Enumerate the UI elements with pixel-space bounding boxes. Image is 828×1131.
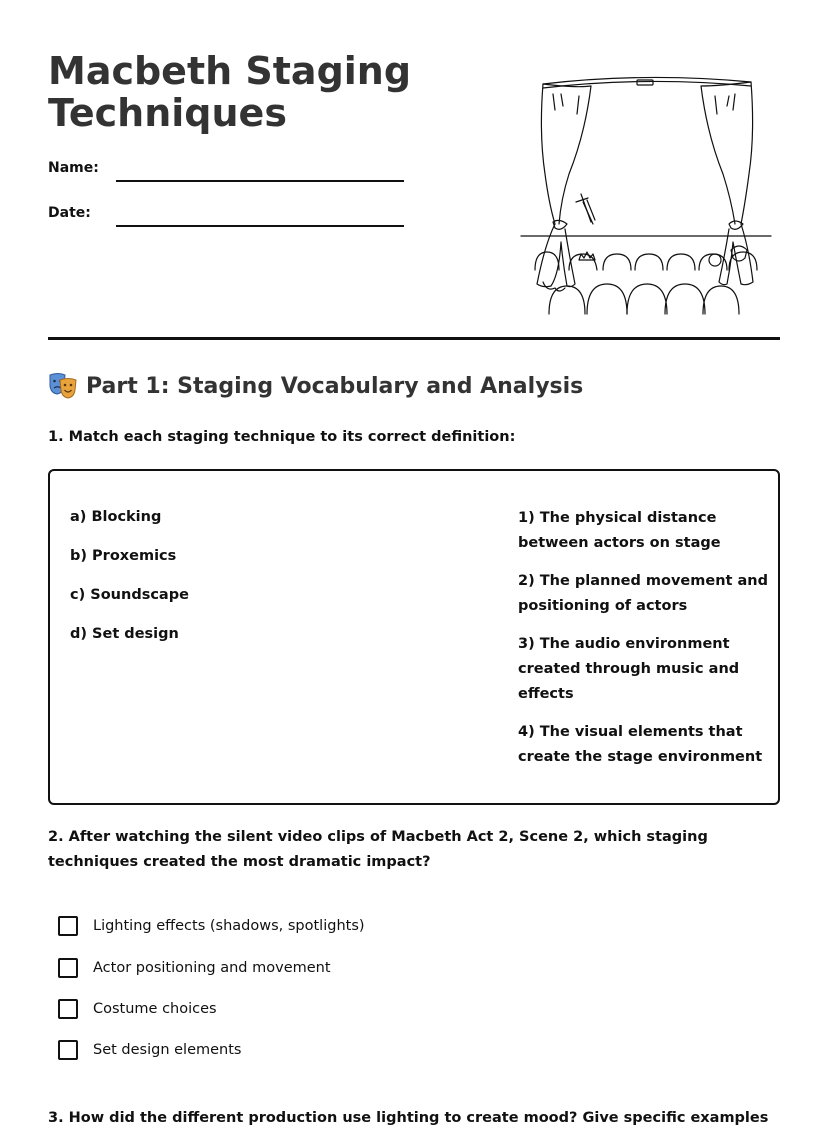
definition-4: 4) The visual elements that create the stage environment — [518, 724, 763, 765]
definition-3: 3) The audio environment created through music and effects — [518, 636, 740, 702]
checkbox-set-design[interactable] — [58, 1040, 78, 1060]
name-label: Name: — [48, 160, 99, 176]
option-set-design-label: Set design elements — [93, 1042, 242, 1058]
term-blocking: a) Blocking — [70, 509, 162, 525]
date-input-line[interactable] — [116, 225, 404, 227]
title-line-2: Techniques — [48, 91, 287, 135]
checkbox-lighting[interactable] — [58, 916, 78, 936]
option-costume-label: Costume choices — [93, 1001, 217, 1017]
option-lighting-label: Lighting effects (shadows, spotlights) — [93, 918, 365, 934]
definition-1: 1) The physical distance between actors on stage — [518, 510, 721, 551]
question-1-prompt: 1. Match each staging technique to its correct definition: — [48, 429, 516, 445]
option-positioning[interactable] — [58, 958, 331, 978]
checkbox-costume[interactable] — [58, 999, 78, 1019]
title-line-1: Macbeth Staging — [48, 49, 412, 93]
option-costume[interactable] — [58, 999, 217, 1019]
checkbox-positioning[interactable] — [58, 958, 78, 978]
part1-title: Part 1: Staging Vocabulary and Analysis — [86, 373, 584, 399]
term-set-design: d) Set design — [70, 626, 179, 642]
definition-2: 2) The planned movement and positioning of actors — [518, 573, 768, 614]
theater-masks-icon — [48, 372, 78, 400]
section-divider — [48, 337, 780, 340]
term-proxemics: b) Proxemics — [70, 548, 177, 564]
question-3-prompt: 3. How did the different production use lighting to create mood? Give specific examples — [48, 1110, 769, 1126]
worksheet-title — [48, 50, 411, 134]
theater-stage-icon — [515, 74, 777, 322]
name-input-line[interactable] — [116, 180, 404, 182]
term-soundscape: c) Soundscape — [70, 587, 189, 603]
option-lighting[interactable] — [58, 916, 365, 936]
question-2-prompt: 2. After watching the silent video clips of Macbeth Act 2, Scene 2, which staging techniques created the most dramatic impact? — [48, 829, 708, 870]
option-set-design[interactable] — [58, 1040, 241, 1060]
part1-heading — [48, 372, 583, 400]
date-label: Date: — [48, 205, 91, 221]
option-positioning-label: Actor positioning and movement — [93, 960, 331, 976]
matching-box — [48, 469, 780, 805]
